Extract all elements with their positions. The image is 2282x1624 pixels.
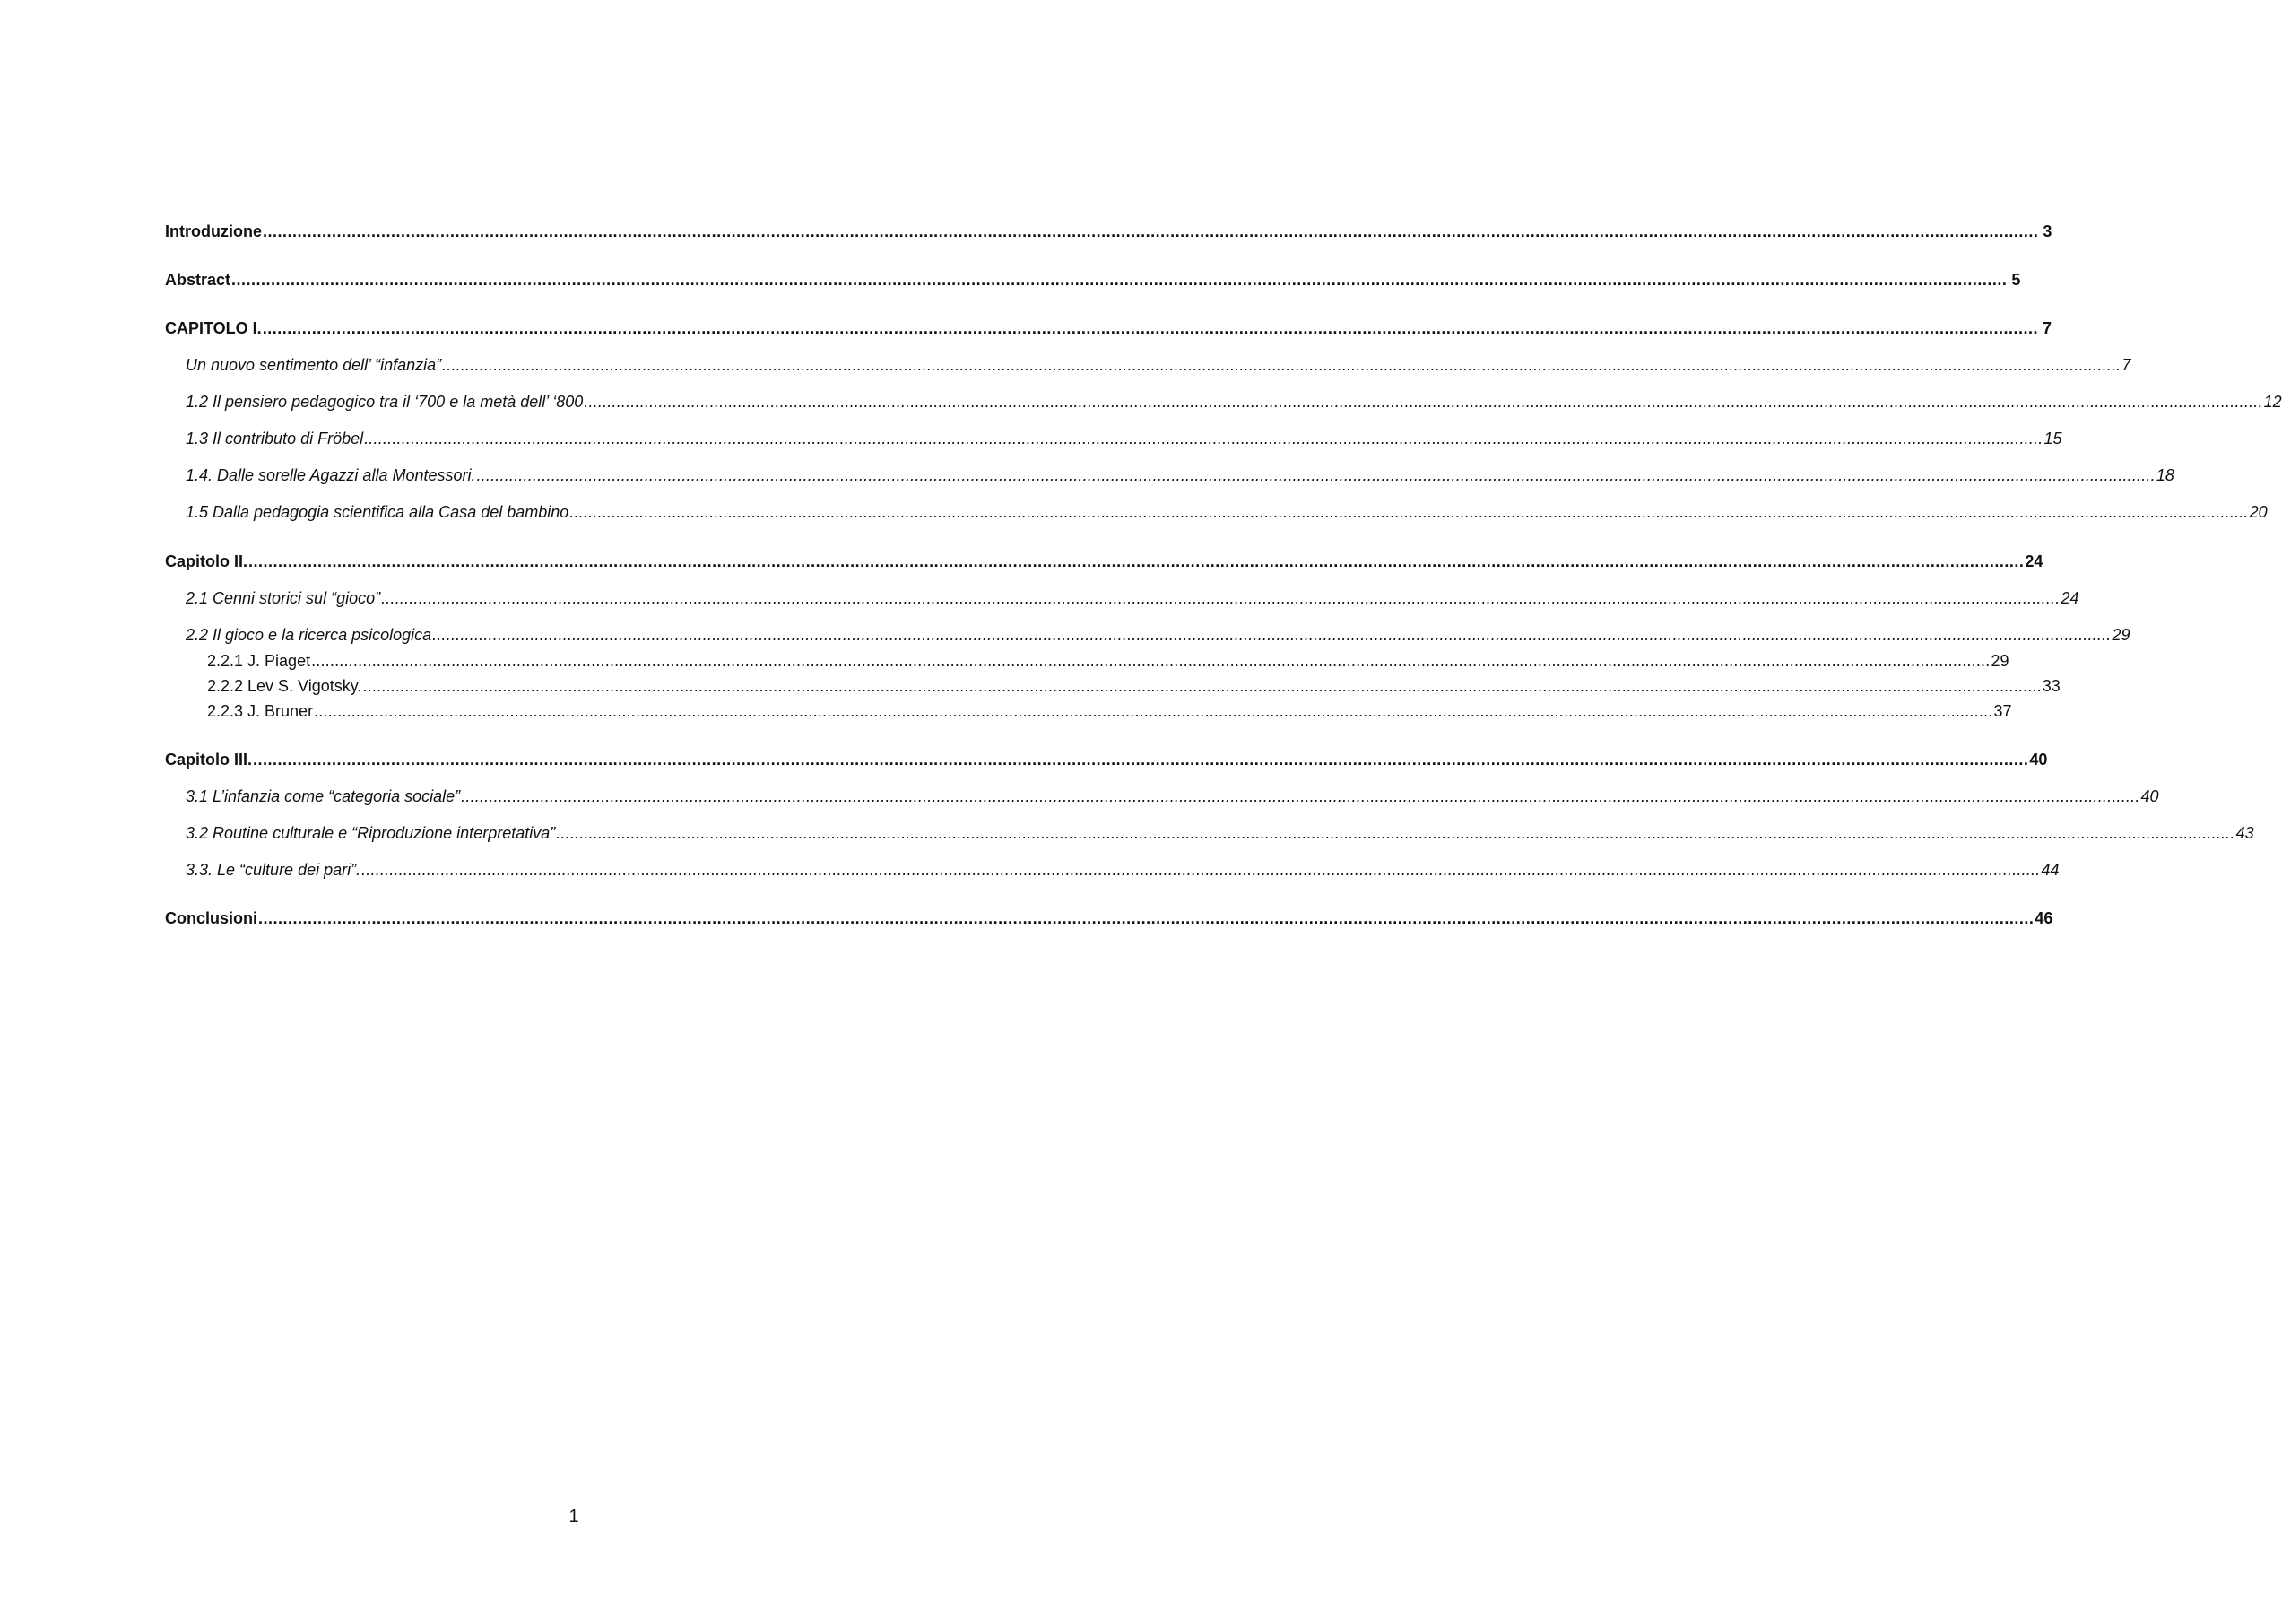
dot-leader [258,909,2034,928]
toc-entry-page: 37 [1993,702,2012,720]
dot-leader [263,319,2038,338]
toc-entry-subsection-2-2-3[interactable] [165,702,2012,724]
dot-leader [461,787,2139,806]
toc-entry-page: 29 [1991,652,2009,670]
toc-entry-title: 3.1 L’infanzia come “categoria sociale” [186,787,461,805]
toc-entry-title: Introduzione [165,222,262,240]
toc-entry-page: 3 [2043,222,2052,240]
toc-entry-page: 40 [2140,787,2159,805]
toc-entry-section-3-3[interactable] [165,861,2060,882]
toc-entry-section-3-1[interactable] [165,787,2159,809]
page-number: 1 [568,1507,579,1526]
dot-leader [442,356,2121,375]
toc-entry-abstract[interactable] [165,271,2021,292]
toc-entry-title: 2.2 Il gioco e la ricerca psicologica [186,626,432,644]
dot-leader [569,503,2248,522]
toc-entry-title: 2.1 Cenni storici sul “gioco” [186,589,381,607]
toc-entry-page: 7 [2121,356,2131,374]
toc-entry-title: 2.2.2 Lev S. Vigotsky. [207,677,362,695]
toc-entry-title: 1.4. Dalle sorelle Agazzi alla Montessori. [186,466,476,484]
dot-leader [314,702,1992,721]
toc-entry-page: 46 [2035,909,2053,927]
toc-entry-title: Capitolo III. [165,751,252,769]
toc-entry-section-2-2[interactable] [165,626,2130,647]
toc-entry-title: 2.2.1 J. Piaget [207,652,311,670]
toc-entry-conclusioni[interactable] [165,909,2053,931]
dot-leader [231,271,2007,290]
toc-entry-page: 44 [2041,861,2060,879]
toc-entry-page: 24 [2061,589,2079,607]
toc-entry-title: 3.3. Le “culture dei pari”. [186,861,361,879]
toc-entry-chapter-1[interactable] [165,319,2052,341]
dot-leader [364,430,2043,448]
toc-entry-section-3-2[interactable] [165,824,2254,846]
toc-entry-subsection-2-2-1[interactable] [165,652,2009,673]
dot-leader [311,652,1990,671]
toc-entry-section-1-5[interactable] [165,503,2268,525]
toc-entry-page: 7 [2043,319,2052,337]
toc-entry-page: 20 [2249,503,2268,521]
dot-leader [432,626,2111,645]
toc-entry-subsection-2-2-2[interactable] [165,677,2061,699]
toc-entry-page: 15 [2043,430,2062,447]
toc-entry-section-1-2[interactable] [165,393,2282,414]
toc-entry-title: 1.2 Il pensiero pedagogico tra il ‘700 e la metà dell’ ‘800 [186,393,584,411]
dot-leader [362,677,2041,696]
toc-entry-title: 3.2 Routine culturale e “Riproduzione interpretativa” [186,824,556,842]
toc-entry-title: CAPITOLO I. [165,319,262,337]
toc-entry-page: 24 [2025,552,2043,570]
toc-entry-page: 18 [2156,466,2174,484]
toc-entry-title: 1.5 Dalla pedagogia scientifica alla Casa del bambino [186,503,569,521]
dot-leader [248,552,2024,571]
toc-entry-title: Conclusioni [165,909,257,927]
dot-leader [263,222,2038,241]
toc-entry-page: 12 [2263,393,2282,411]
toc-entry-section-1-4[interactable] [165,466,2174,488]
toc-entry-introduzione[interactable] [165,222,2052,244]
toc-entry-page: 5 [2011,271,2021,289]
toc-entry-title: 2.2.3 J. Bruner [207,702,314,720]
dot-leader [253,751,2028,769]
toc-entry-page: 40 [2029,751,2048,769]
toc-entry-title: 1.3 Il contributo di Fröbel [186,430,364,447]
toc-entry-title: Un nuovo sentimento dell’ “infanzia” [186,356,442,374]
toc-entry-title: Capitolo II. [165,552,247,570]
toc-entry-section-1-1[interactable] [165,356,2131,378]
toc-entry-page: 29 [2112,626,2130,644]
dot-leader [584,393,2262,412]
toc-entry-section-2-1[interactable] [165,589,2079,611]
dot-leader [556,824,2234,843]
toc-entry-title: Abstract [165,271,231,289]
toc-entry-chapter-3[interactable] [165,751,2048,772]
dot-leader [361,861,2040,880]
toc-entry-page: 33 [2042,677,2061,695]
toc-entry-section-1-3[interactable] [165,430,2062,451]
dot-leader [381,589,2060,608]
toc-entry-page: 43 [2235,824,2254,842]
dot-leader [476,466,2155,485]
toc-entry-chapter-2[interactable] [165,552,2043,574]
